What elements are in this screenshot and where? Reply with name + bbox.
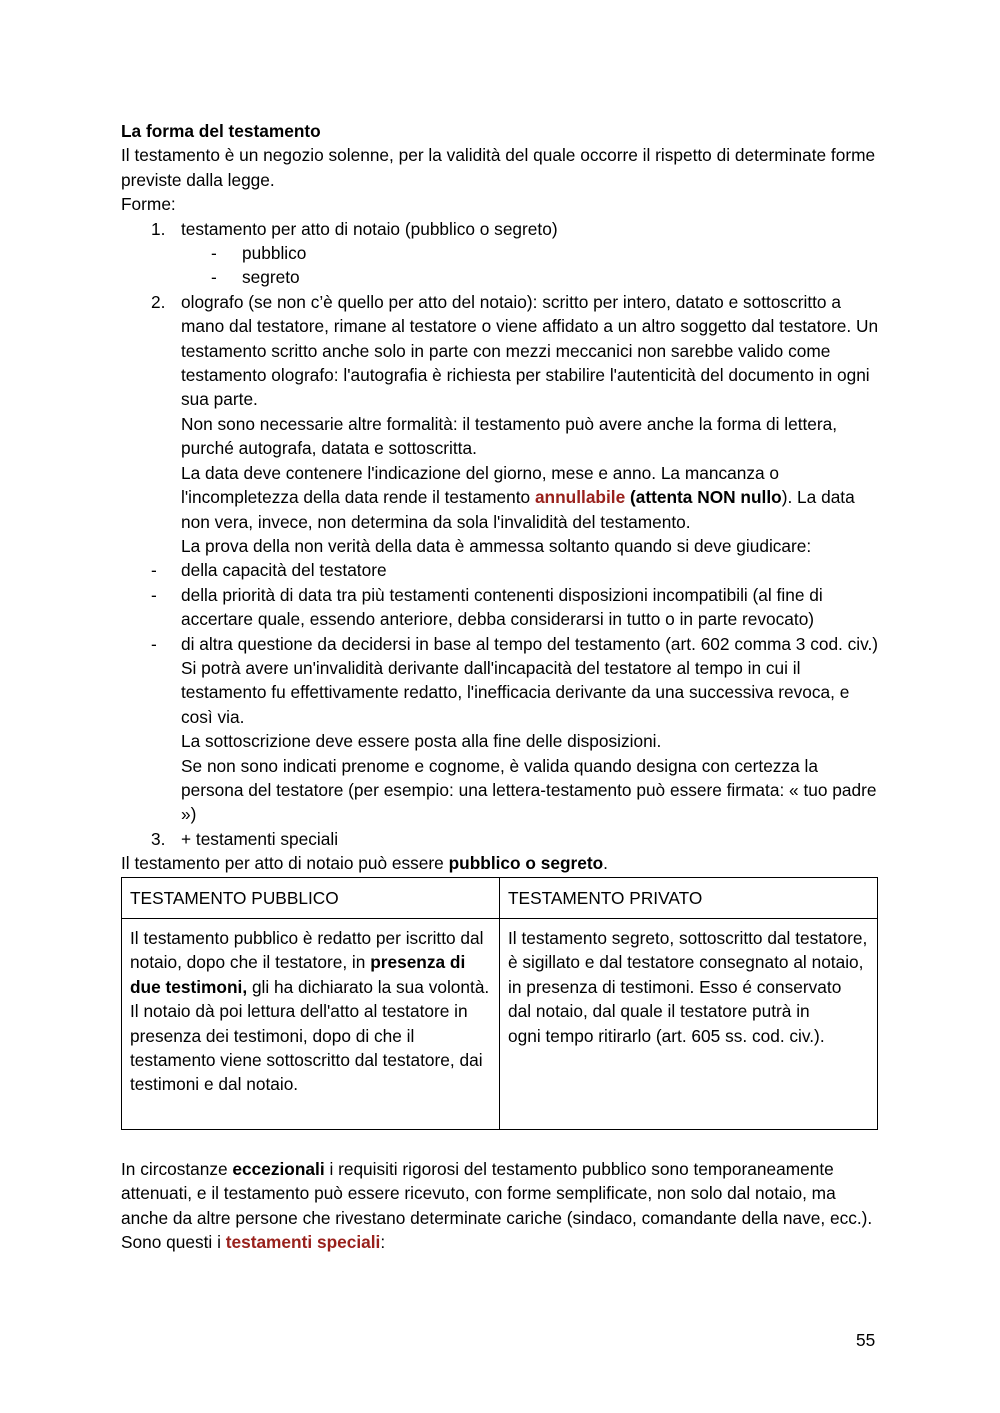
dash-item-text: della priorità di data tra più testamenti contenenti disposizioni incompatibili (al fine di accertare quale, essendo anteriore, debba considerarsi in tutto o in parte revocato) xyxy=(181,584,823,630)
dash-marker: - xyxy=(151,633,157,654)
text-run: Il testamento pubblico è redatto per iscritto dal notaio, dopo che il testatore, in xyxy=(130,928,484,973)
text-run: i requisiti rigorosi del testamento pubblico sono temporaneamente attenuati, e il testamento può essere ricevuto, con forme semplificate, non solo dal notaio, ma anche da altre persone che rivestano determinate cariche (sindaco, comandante della nave, ecc.). Sono questi i xyxy=(121,1159,873,1253)
page-number: 55 xyxy=(856,1330,876,1350)
bold-text: eccezionali xyxy=(232,1159,325,1179)
section-title: La forma del testamento xyxy=(121,121,321,141)
sub-item-text: pubblico xyxy=(242,243,307,264)
olografo-paragraph: olografo (se non c’è quello per atto del notaio): scritto per intero, datato e sottoscritto a mano dal testatore, rimane al testatore o viene affidato a un altro soggetto dal testatore. Un testamento scritto anche solo in parte con mezzi meccanici non sarebbe valido come testamento olografo: l'autografia è richiesta per stabilire l'autenticità del documento in ogni sua parte. xyxy=(181,291,879,410)
text-run: In circostanze xyxy=(121,1159,233,1179)
list-item-3 xyxy=(121,827,881,851)
bold-note: (attenta NON nullo xyxy=(625,487,782,508)
table-row xyxy=(122,919,878,1130)
page-content xyxy=(121,119,881,1255)
data-paragraph xyxy=(181,461,881,534)
text-run: : xyxy=(380,1232,386,1253)
sub-item-text: segreto xyxy=(242,267,300,288)
bold-text: presenza di due testimoni, xyxy=(130,952,466,997)
highlight-annullabile: annullabile xyxy=(534,487,626,508)
dash-marker: - xyxy=(211,267,217,288)
header-cell-privato: TESTAMENTO PRIVATO xyxy=(500,877,878,918)
closing-paragraph xyxy=(121,1157,881,1255)
sottoscrizione-paragraph: La sottoscrizione deve essere posta alla fine delle disposizioni. xyxy=(181,731,662,752)
list-number: 1. xyxy=(151,218,166,239)
list-item-2 xyxy=(121,290,881,558)
list-item-text: testamento per atto di notaio (pubblico o segreto) xyxy=(181,218,558,239)
highlight-testamenti-speciali: testamenti speciali xyxy=(225,1232,381,1253)
cell-privato xyxy=(500,919,878,1130)
sub-item-segreto xyxy=(121,265,881,289)
prenome-paragraph: Se non sono indicati prenome e cognome, è valida quando designa con certezza la persona del testatore (per esempio: una lettera-testamento può essere firmata: « tuo padre ») xyxy=(181,755,877,825)
comparison-table xyxy=(121,877,878,1130)
dash-marker: - xyxy=(211,243,217,264)
text-run: Il testamento segreto, sottoscritto dal testatore, è sigillato e dal testatore consegnato al notaio, in presenza di testimoni. Esso é conservato dal notaio, dal quale il testatore putrà in xyxy=(508,928,868,1022)
cell-pubblico xyxy=(122,919,500,1130)
bold-text: pubblico o segreto xyxy=(448,853,604,874)
intro-paragraph: Il testamento è un negozio solenne, per la validità del quale occorre il rispetto di determinate forme previste dalla legge. xyxy=(121,145,876,190)
text-run: Il testamento per atto di notaio può essere xyxy=(121,853,449,874)
list-number: 3. xyxy=(151,828,166,849)
text-run: . xyxy=(603,853,608,874)
dash-item xyxy=(121,558,881,582)
text-run: La data deve contenere l'indicazione del giorno, mese e anno. La mancanza o l'incompletezza della data rende il testamento xyxy=(181,462,779,508)
list-number: 2. xyxy=(151,291,166,312)
list-item-1 xyxy=(121,217,881,241)
text-run: gli ha dichiarato la sua volontà. Il notaio dà poi lettura dell'atto al testatore in presenza dei testimoni, dopo di che il testamento viene sottoscritto dal testatore, dai testimoni e dal notaio. xyxy=(130,976,490,1095)
dash-item-text: di altra questione da decidersi in base al tempo del testamento (art. 602 comma 3 cod. civ.) xyxy=(181,633,879,654)
text-run: ogni tempo ritirarlo (art. 605 ss. cod. civ.). xyxy=(508,1025,825,1046)
dash-item xyxy=(121,583,881,632)
dash-marker: - xyxy=(151,584,157,605)
invalidita-paragraph: Si potrà avere un'invalidità derivante dall'incapacità del testatore al tempo in cui il testamento fu effettivamente redatto, l'inefficacia derivante da una successiva revoca, e così via. xyxy=(181,657,850,727)
formalita-paragraph: Non sono necessarie altre formalità: il testamento può avere anche la forma di lettera, purché autografa, datata e sottoscritta. xyxy=(181,413,838,459)
dash-item xyxy=(121,632,881,827)
notaio-line xyxy=(121,851,881,875)
sub-item-pubblico xyxy=(121,241,881,265)
prova-paragraph: La prova della non verità della data è ammessa soltanto quando si deve giudicare: xyxy=(181,535,812,556)
dash-item-text: della capacità del testatore xyxy=(181,560,387,581)
text-run: ). La data non vera, invece, non determina da sola l'invalidità del testamento. xyxy=(181,487,855,532)
list-item-text: + testamenti speciali xyxy=(181,828,339,849)
table-header-row xyxy=(122,877,878,918)
forme-label: Forme: xyxy=(121,194,176,215)
dash-marker: - xyxy=(151,560,157,581)
header-cell-pubblico: TESTAMENTO PUBBLICO xyxy=(122,877,500,918)
